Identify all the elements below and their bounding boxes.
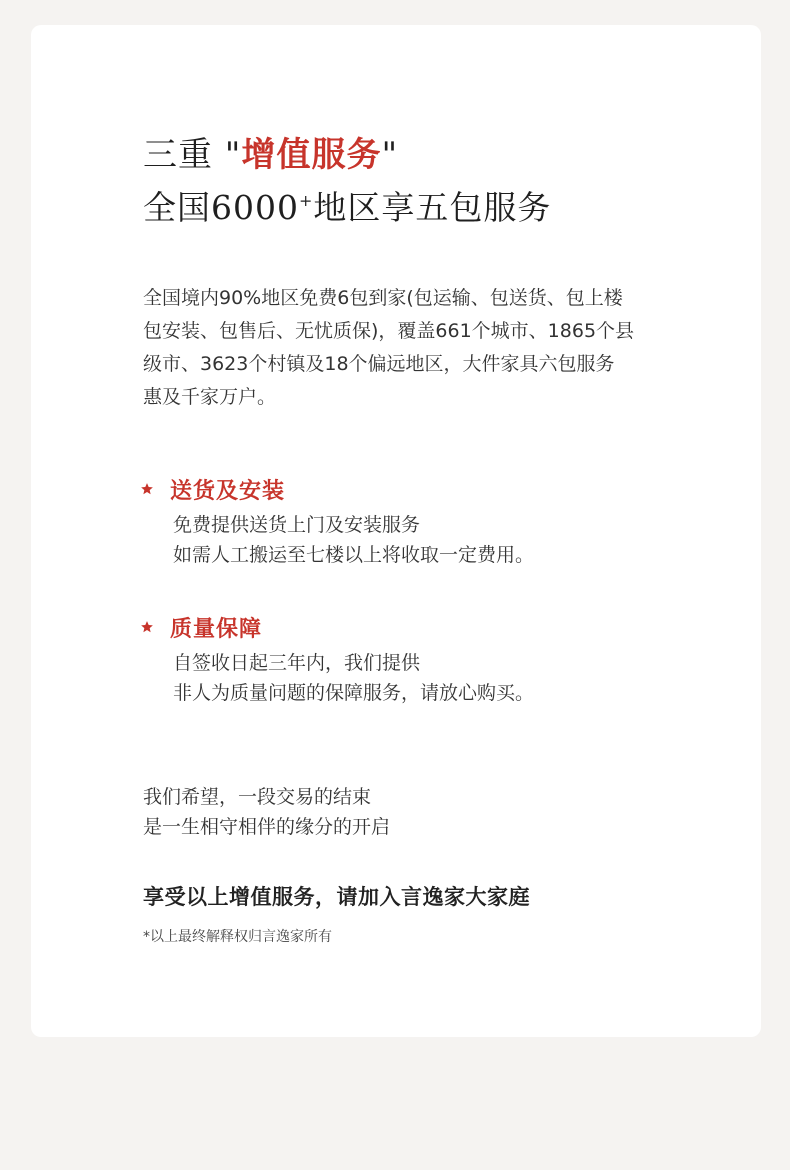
headline: [143, 135, 552, 227]
hope-line: 是一生相守相伴的缘分的开启: [143, 816, 391, 838]
hope-paragraph: [143, 782, 390, 842]
intro-line: 级市、3623个村镇及18个偏远地区，大件家具六包服务: [143, 353, 615, 375]
intro-paragraph: [143, 282, 703, 414]
feature-delivery: [143, 474, 703, 570]
headline-line1: [143, 135, 551, 178]
feature-line: 非人为质量问题的保障服务，请放心购买。: [173, 682, 535, 704]
intro-line: 包安装、包售后、无忧质保)，覆盖661个城市、1865个县: [143, 320, 635, 342]
headline-line2: [143, 188, 552, 227]
feature-title-row: [143, 474, 703, 504]
feature-description: [173, 648, 703, 708]
star-icon: [140, 620, 154, 634]
headline-line2-prefix: 全国6000: [143, 188, 299, 227]
headline-prefix: 三重 ": [143, 135, 242, 175]
feature-title: 送货及安装: [170, 478, 286, 504]
disclaimer-note: *以上最终解释权归言逸家所有: [143, 929, 332, 945]
service-card: [31, 25, 761, 1037]
feature-quality: [143, 612, 703, 708]
feature-title-row: [143, 612, 703, 642]
feature-line: 免费提供送货上门及安装服务: [173, 514, 421, 536]
star-icon: [140, 482, 154, 496]
cta-text: 享受以上增值服务，请加入言逸家大家庭: [143, 885, 530, 909]
intro-line: 全国境内90%地区免费6包到家(包运输、包送货、包上楼: [143, 287, 623, 309]
feature-title: 质量保障: [170, 616, 263, 642]
headline-suffix: ": [381, 135, 399, 175]
headline-accent: 增值服务: [241, 135, 382, 175]
feature-line: 如需人工搬运至七楼以上将收取一定费用。: [173, 544, 535, 566]
headline-line2-sup: +: [298, 191, 314, 210]
feature-description: [173, 510, 703, 570]
headline-line2-suffix: 地区享五包服务: [313, 188, 552, 227]
feature-line: 自签收日起三年内，我们提供: [173, 652, 421, 674]
intro-line: 惠及千家万户。: [143, 386, 277, 408]
hope-line: 我们希望，一段交易的结束: [143, 786, 372, 808]
